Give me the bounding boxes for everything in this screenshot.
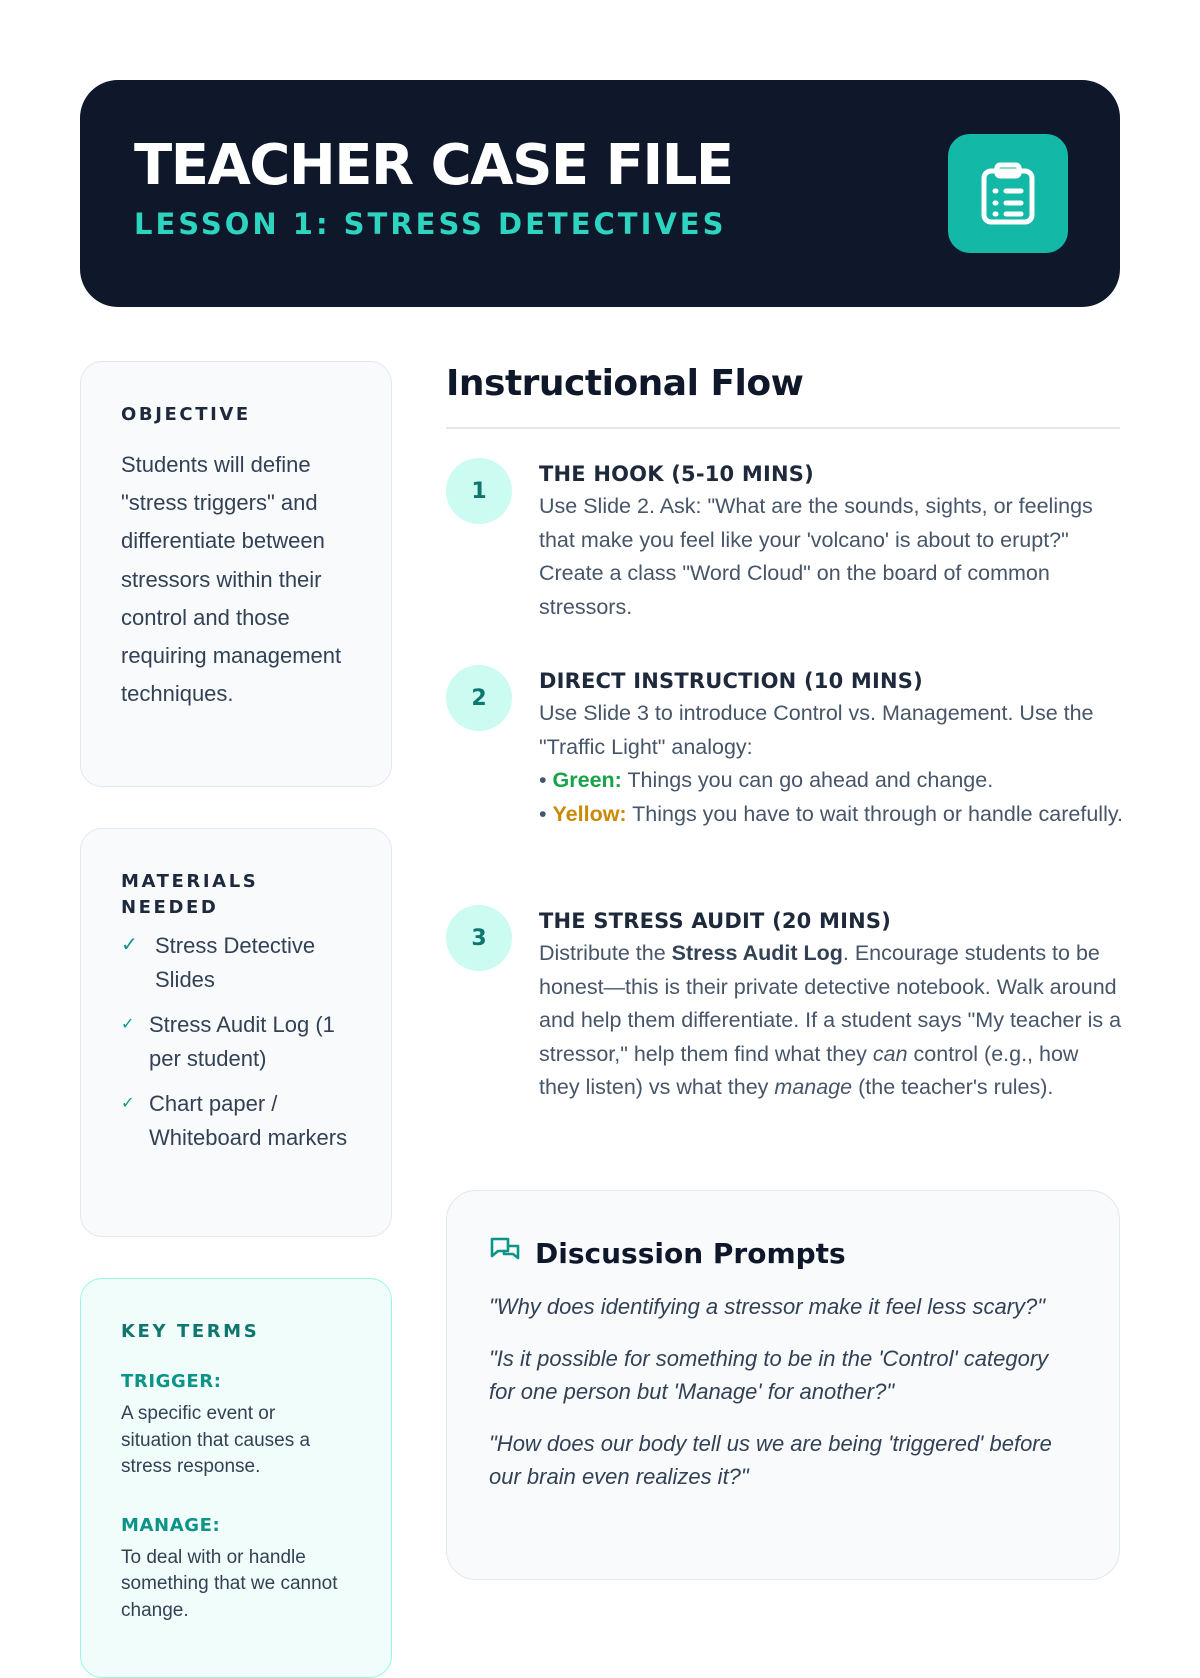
step-text-part: (the teacher's rules). <box>852 1075 1054 1099</box>
bullet-text: Things you can go ahead and change. <box>621 768 994 792</box>
step-number: 3 <box>446 905 512 971</box>
bullet-label: Green: <box>552 768 622 792</box>
check-icon: ✓ <box>121 1095 135 1112</box>
list-item <box>121 1087 351 1154</box>
bullet-green: • Green: Things you can go ahead and change. <box>539 768 994 792</box>
key-terms-card <box>80 1278 392 1678</box>
list-item <box>121 929 351 996</box>
discussion-prompt: "How does our body tell us we are being 'triggered' before our brain even realizes it?" <box>489 1430 1052 1489</box>
step-text-part: control (e.g., how they listen) vs what they <box>539 1041 1079 1099</box>
discussion-prompt: "Why does identifying a stressor make it feel less scary?" <box>489 1294 1046 1319</box>
check-icon: ✓ <box>121 1016 135 1033</box>
objective-text: Students will define "stress triggers" and differentiate between stressors within their control and those requiring management techniques. <box>121 452 342 707</box>
check-icon: ✓ <box>121 934 138 956</box>
materials-card <box>80 828 392 1237</box>
material-text: Stress Audit Log (1 per student) <box>149 1012 335 1071</box>
step-heading: THE STRESS AUDIT (20 MINS) <box>539 909 892 933</box>
step-text <box>539 937 1125 1105</box>
term-definition: A specific event or situation that causes a stress response. <box>121 1403 311 1477</box>
objective-label: OBJECTIVE <box>121 404 251 425</box>
step-text-part: . Encourage students to be honest—this is their private detective notebook. Walk around and help them differentiate. If a student says "My teacher is a stressor," help them find what they <box>539 941 1122 1066</box>
step-number: 1 <box>446 458 512 524</box>
material-text: Stress Detective Slides <box>155 933 316 992</box>
bullet-label: Yellow: <box>552 801 627 826</box>
discussion-card <box>446 1190 1120 1580</box>
discussion-title: Discussion Prompts <box>535 1236 846 1270</box>
italic-text: manage <box>774 1075 853 1099</box>
term-name: TRIGGER: <box>121 1371 222 1392</box>
step-text: Use Slide 2. Ask: "What are the sounds, sights, or feelings that make you feel like your 'volcano' is about to erupt?" Create a class "Word Cloud" on the board of common stressors. <box>539 494 1093 619</box>
discussion-header <box>489 1235 1077 1272</box>
clipboard-list-icon <box>948 134 1068 253</box>
bullet-yellow: • Yellow: Things you have to wait through or handle carefully. <box>539 801 1123 826</box>
lesson-subtitle: LESSON 1: STRESS DETECTIVES <box>134 207 727 241</box>
step-number: 2 <box>446 665 512 731</box>
step-text <box>539 697 1125 831</box>
case-file-header <box>80 80 1120 307</box>
step-heading: DIRECT INSTRUCTION (10 MINS) <box>539 669 923 693</box>
page-title: TEACHER CASE FILE <box>134 133 733 198</box>
material-text: Chart paper / Whiteboard markers <box>149 1091 348 1150</box>
materials-list <box>121 929 351 1154</box>
term-name: MANAGE: <box>121 1514 221 1536</box>
bullet-text: Things you have to wait through or handle carefully. <box>626 801 1123 826</box>
section-title: Instructional Flow <box>446 363 804 404</box>
italic-text: can <box>872 1041 908 1066</box>
key-terms-label: KEY TERMS <box>121 1321 260 1342</box>
discussion-prompt: "Is it possible for something to be in the 'Control' category for one person but 'Manage' for another?" <box>489 1345 1049 1404</box>
step-heading: THE HOOK (5-10 MINS) <box>539 462 814 486</box>
step-intro: Use Slide 3 to introduce Control vs. Management. Use the "Traffic Light" analogy: <box>539 701 1094 759</box>
chat-bubbles-icon <box>489 1235 521 1272</box>
section-divider <box>446 427 1120 429</box>
term-definition: To deal with or handle something that we cannot change. <box>121 1546 338 1621</box>
objective-card <box>80 361 392 787</box>
materials-label: MATERIALS NEEDED <box>121 871 259 918</box>
list-item <box>121 1008 351 1075</box>
emphasis-text: Stress Audit Log <box>671 941 843 965</box>
step-text-part: Distribute the <box>539 941 672 965</box>
